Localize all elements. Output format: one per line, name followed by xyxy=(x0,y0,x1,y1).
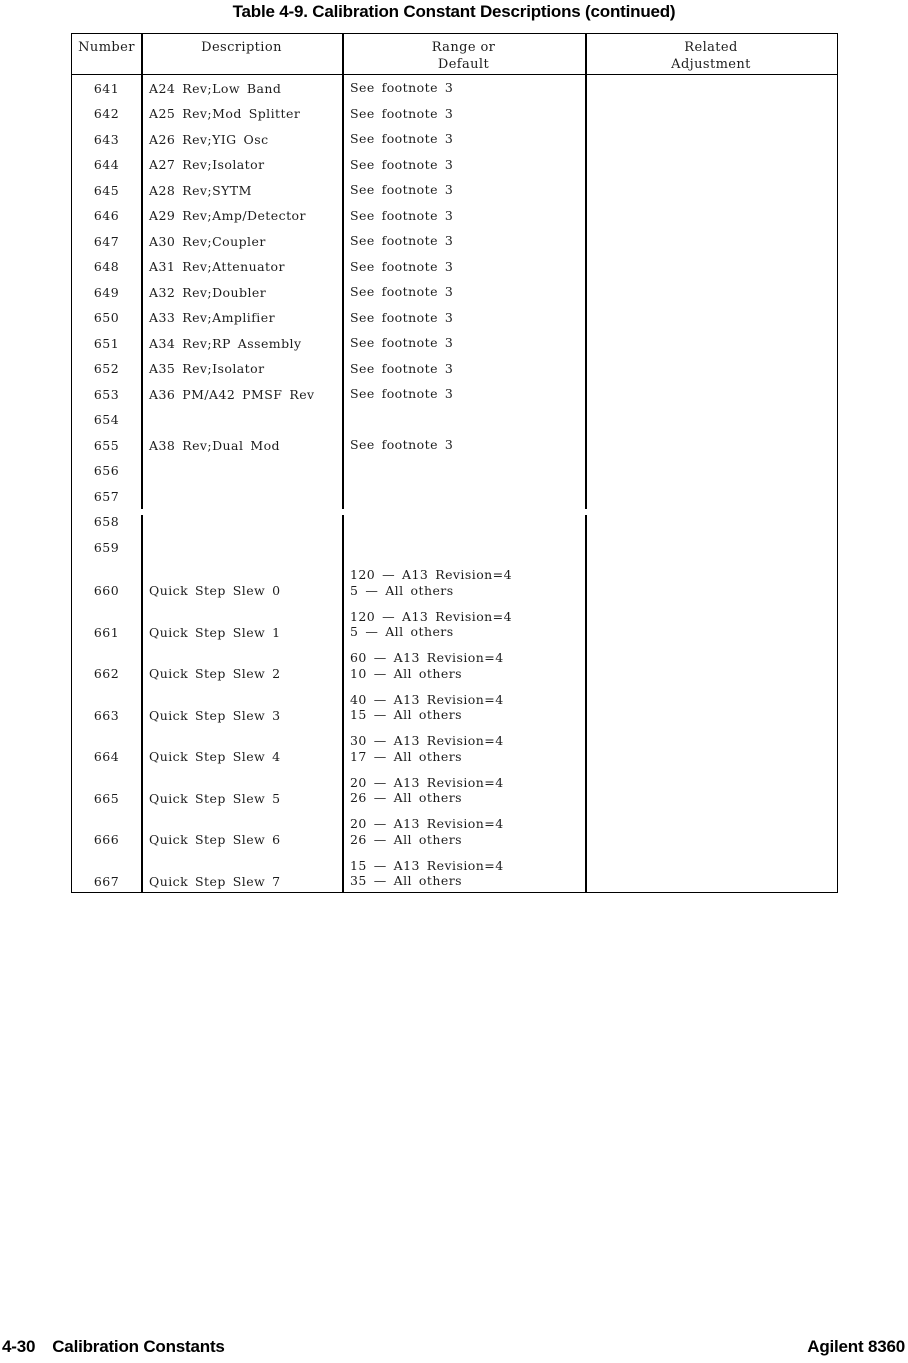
table-row xyxy=(72,126,837,152)
table-row xyxy=(72,601,837,643)
row-range-line2: 5 — All others xyxy=(350,582,454,598)
row-range xyxy=(342,131,585,152)
header-description: Description xyxy=(201,40,282,55)
table-body xyxy=(72,75,837,892)
row-number: 667 xyxy=(93,873,120,889)
row-related xyxy=(585,121,837,126)
row-description: A29 Rev;Amp/Detector xyxy=(149,208,306,223)
row-number: 654 xyxy=(93,412,120,427)
row-number: 656 xyxy=(93,463,120,478)
table-row xyxy=(72,767,837,809)
row-range xyxy=(342,858,585,892)
row-number: 646 xyxy=(93,208,120,223)
header-related-adjustment xyxy=(585,34,837,74)
table-row xyxy=(72,101,837,127)
row-related xyxy=(585,147,837,152)
row-related xyxy=(585,300,837,305)
row-range xyxy=(342,80,585,101)
row-number: 653 xyxy=(93,386,120,402)
row-range-line1: See footnote 3 xyxy=(350,335,454,350)
table-row xyxy=(72,534,837,560)
table-row xyxy=(72,726,837,768)
table-row xyxy=(72,684,837,726)
table-row xyxy=(72,483,837,509)
table-row xyxy=(72,407,837,433)
row-number: 655 xyxy=(93,437,120,453)
table-row xyxy=(72,330,837,356)
table-row xyxy=(72,152,837,178)
row-number: 647 xyxy=(93,233,120,249)
table-row xyxy=(72,75,837,101)
row-number: 660 xyxy=(93,583,120,598)
row-description: A24 Rev;Low Band xyxy=(149,80,282,96)
row-description: Quick Step Slew 2 xyxy=(149,666,281,681)
table-row xyxy=(72,809,837,851)
row-number: 645 xyxy=(93,182,120,198)
row-description: A31 Rev;Attenuator xyxy=(149,259,285,274)
row-related xyxy=(585,351,837,356)
row-range xyxy=(342,775,585,809)
row-range xyxy=(342,567,585,601)
row-range-line2: 15 — All others xyxy=(350,707,462,722)
row-description: A28 Rev;SYTM xyxy=(149,182,252,198)
table-row xyxy=(72,356,837,382)
header-number: Number xyxy=(78,40,135,55)
row-range-line2: 26 — All others xyxy=(350,790,462,805)
row-number: 643 xyxy=(93,131,120,147)
row-related xyxy=(585,640,837,643)
column-rule xyxy=(342,34,344,509)
row-range xyxy=(342,427,585,432)
calibration-constants-table xyxy=(71,33,838,893)
row-range-line1: See footnote 3 xyxy=(350,309,454,325)
row-range xyxy=(342,478,585,483)
row-range-line1: 120 — A13 Revision=4 xyxy=(350,567,512,582)
row-description: Quick Step Slew 1 xyxy=(149,624,281,640)
row-description: A27 Rev;Isolator xyxy=(149,157,265,172)
row-range-line1: See footnote 3 xyxy=(350,182,454,197)
table-row xyxy=(72,279,837,305)
row-description: A32 Rev;Doubler xyxy=(149,284,267,300)
row-related xyxy=(585,427,837,432)
table-row xyxy=(72,850,837,892)
row-related xyxy=(585,402,837,407)
table-row xyxy=(72,177,837,203)
row-related xyxy=(585,325,837,330)
header-related-line2: Adjustment xyxy=(671,57,751,72)
column-rule xyxy=(585,34,587,509)
row-related xyxy=(585,172,837,177)
page-title: Table 4-9. Calibration Constant Descriptions (continued) xyxy=(232,2,676,21)
row-range-line1: See footnote 3 xyxy=(350,131,454,146)
row-description: A36 PM/A42 PMSF Rev xyxy=(149,386,315,402)
page-footer xyxy=(0,1337,908,1357)
row-description: A33 Rev;Amplifier xyxy=(149,310,276,325)
row-related xyxy=(585,274,837,279)
row-range xyxy=(342,816,585,850)
header-range-line2: Default xyxy=(437,57,490,72)
row-range xyxy=(342,284,585,305)
row-range-line1: See footnote 3 xyxy=(350,437,454,452)
table-row xyxy=(72,432,837,458)
row-description: A26 Rev;YIG Osc xyxy=(149,131,269,147)
row-range xyxy=(342,650,585,684)
table-row xyxy=(72,509,837,535)
row-description xyxy=(141,427,342,432)
row-range-line1: See footnote 3 xyxy=(350,233,454,248)
row-number: 650 xyxy=(93,310,120,325)
row-range-line1: See footnote 3 xyxy=(350,360,454,376)
row-number: 651 xyxy=(93,335,120,351)
row-related xyxy=(585,555,837,560)
row-range xyxy=(342,182,585,203)
row-related xyxy=(585,504,837,509)
row-related xyxy=(585,598,837,601)
header-related-line1: Related xyxy=(684,40,738,55)
row-range-line2: 10 — All others xyxy=(350,665,462,681)
row-number: 665 xyxy=(93,790,120,806)
row-description: Quick Step Slew 3 xyxy=(149,707,281,723)
header-range-line1: Range or xyxy=(431,40,496,55)
row-related xyxy=(585,681,837,684)
table-row xyxy=(72,560,837,602)
footer-page-number: 4-30 xyxy=(2,1337,36,1356)
row-range xyxy=(342,386,585,407)
row-range xyxy=(342,733,585,767)
row-number: 652 xyxy=(93,361,120,376)
row-description: Quick Step Slew 6 xyxy=(149,832,281,847)
row-range xyxy=(342,437,585,458)
row-range-line1: See footnote 3 xyxy=(350,386,454,401)
row-number: 658 xyxy=(93,514,120,529)
row-range-line1: 60 — A13 Revision=4 xyxy=(350,650,504,665)
row-range-line2: 35 — All others xyxy=(350,873,462,888)
row-range xyxy=(342,335,585,356)
row-number: 641 xyxy=(93,80,120,96)
row-range xyxy=(342,504,585,509)
footer-left xyxy=(2,1337,225,1357)
row-range xyxy=(342,157,585,178)
row-related xyxy=(585,529,837,534)
row-number: 663 xyxy=(93,707,120,723)
row-related xyxy=(585,889,837,892)
row-range-line1: See footnote 3 xyxy=(350,105,454,121)
row-range-line2: 5 — All others xyxy=(350,624,454,639)
footer-right: Agilent 8360 xyxy=(807,1337,905,1356)
row-related xyxy=(585,249,837,254)
row-description: Quick Step Slew 4 xyxy=(149,749,281,764)
table-row xyxy=(72,458,837,484)
row-range-line1: See footnote 3 xyxy=(350,284,454,299)
table-row xyxy=(72,643,837,685)
row-related xyxy=(585,96,837,101)
row-range-line1: See footnote 3 xyxy=(350,207,454,223)
row-range xyxy=(342,106,585,127)
row-number: 642 xyxy=(93,106,120,121)
row-description: A30 Rev;Coupler xyxy=(149,233,266,249)
row-range xyxy=(342,609,585,643)
row-related xyxy=(585,198,837,203)
row-related xyxy=(585,223,837,228)
row-related xyxy=(585,764,837,767)
row-range xyxy=(342,361,585,382)
row-related xyxy=(585,847,837,850)
header-range-default xyxy=(342,34,585,74)
row-range-line1: 30 — A13 Revision=4 xyxy=(350,733,504,748)
row-related xyxy=(585,723,837,726)
row-range xyxy=(342,529,585,534)
table-row xyxy=(72,203,837,229)
row-range-line1: See footnote 3 xyxy=(350,258,454,274)
row-related xyxy=(585,376,837,381)
row-description xyxy=(141,529,342,534)
row-number: 659 xyxy=(93,539,120,555)
row-description: Quick Step Slew 5 xyxy=(149,790,281,806)
row-range-line1: See footnote 3 xyxy=(350,80,454,95)
row-range-line1: 20 — A13 Revision=4 xyxy=(350,816,504,831)
row-number: 649 xyxy=(93,284,120,300)
row-description: Quick Step Slew 0 xyxy=(149,583,281,598)
row-range-line1: See footnote 3 xyxy=(350,156,454,172)
column-rule xyxy=(141,34,143,509)
row-description: Quick Step Slew 7 xyxy=(149,873,281,889)
row-related xyxy=(585,453,837,458)
row-range-line1: 15 — A13 Revision=4 xyxy=(350,857,504,873)
row-range xyxy=(342,233,585,254)
table-header-row xyxy=(72,34,837,75)
row-range xyxy=(342,310,585,331)
row-number: 648 xyxy=(93,259,120,274)
row-description xyxy=(141,478,342,483)
column-rule xyxy=(141,515,143,892)
row-number: 666 xyxy=(93,832,120,847)
table-row xyxy=(72,381,837,407)
row-range-line2: 26 — All others xyxy=(350,831,462,847)
row-description xyxy=(141,555,342,560)
row-range-line1: 120 — A13 Revision=4 xyxy=(350,608,512,624)
row-number: 644 xyxy=(93,157,120,172)
row-range-line1: 20 — A13 Revision=4 xyxy=(350,774,504,790)
table-row xyxy=(72,254,837,280)
row-related xyxy=(585,806,837,809)
row-related xyxy=(585,478,837,483)
row-range xyxy=(342,555,585,560)
row-description: A34 Rev;RP Assembly xyxy=(149,335,302,351)
row-range xyxy=(342,208,585,229)
row-number: 661 xyxy=(93,624,120,640)
table-row xyxy=(72,228,837,254)
row-number: 662 xyxy=(93,666,120,681)
row-number: 664 xyxy=(93,749,120,764)
row-description: A38 Rev;Dual Mod xyxy=(149,437,281,453)
row-description xyxy=(141,504,342,509)
row-range xyxy=(342,692,585,726)
footer-section: Calibration Constants xyxy=(52,1337,225,1356)
row-description: A35 Rev;Isolator xyxy=(149,361,265,376)
row-number: 657 xyxy=(93,488,120,504)
row-range-line1: 40 — A13 Revision=4 xyxy=(350,691,504,707)
row-range xyxy=(342,259,585,280)
column-rule xyxy=(585,515,587,892)
row-description: A25 Rev;Mod Splitter xyxy=(149,106,301,121)
row-range-line2: 17 — All others xyxy=(350,748,462,764)
table-row xyxy=(72,305,837,331)
column-rule xyxy=(342,515,344,892)
